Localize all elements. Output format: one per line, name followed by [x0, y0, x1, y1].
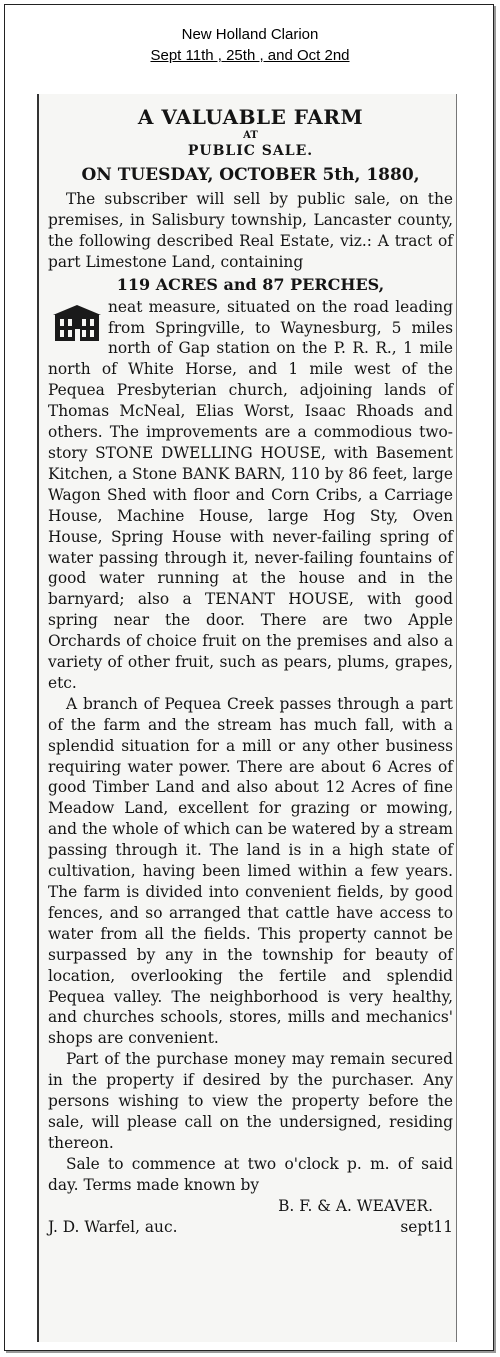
acreage: 119 ACRES and 87 PERCHES, [116, 274, 385, 294]
header [0, 24, 500, 66]
house-icon [52, 303, 102, 343]
purchase-paragraph: Part of the purchase money may remain secured in the property if desired by the purchaser. Any persons wishing to view the property before the sale, will please call on the undersigned, residing thereon. [48, 1050, 453, 1152]
intro-paragraph: The subscriber will sell by public sale, on the premises, in Salisbury township, Lancaster county, the following described Real Estate, viz.: A tract of part Limestone Land, containing [48, 190, 453, 271]
location-paragraph [48, 297, 453, 694]
publication-name: New Holland Clarion [181, 26, 319, 43]
location-text: neat measure, situated on the road leading from Springville, to Waynesburg, 5 miles north of Gap station on the P. R. R., 1 mile north of White Horse, and 1 mile west of the Pequea Presbyterian church, adjoining lands of Thomas McNeal, Elias Worst, Isaac Rhoads and others. The improvements are a commodious two-story STONE DWELLING HOUSE, with Basement Kitchen, a Stone BANK BARN, 110 by 86 feet, large Wagon Shed with floor and Corn Cribs, a Carriage House, Machine House, large Hog Sty, Oven House, Spring House with never-failing spring of water passing through it, never-failing fountains of good water running at the house and in the barnyard; also a TENANT HOUSE, with good spring near the door. There are two Apple Orchards of choice fruit on the premises and also a variety of other fruit, such as pears, plums, grapes, etc. [48, 297, 453, 692]
ad-at: AT [243, 130, 258, 141]
creek-paragraph: A branch of Pequea Creek passes through a part of the farm and the stream has much fall, with a splendid situation for a mill or any other business requiring water power. There are about 6 Acres of good Timber Land and also about 12 Acres of fine Meadow Land, excellent for grazing or mowing, and the whole of which can be watered by a stream passing through it. The land is in a high state of cultivation, having been limed within a few years. The farm is divided into convenient fields, by good fences, and so arranged that cattle have access to water from all the fields. This property cannot be surpassed by any in the township for beauty of location, overlooking the fertile and splendid Pequea valley. The neighborhood is very healthy, and churches schools, stores, mills and mechanics' shops are convenient. [48, 694, 453, 1048]
publication-dates: Sept 11th , 25th , and Oct 2nd [150, 47, 350, 64]
auctioneer: J. D. Warfel, auc. [48, 1217, 178, 1236]
insertion-code: sept11 [400, 1217, 453, 1236]
ad-title: A VALUABLE FARM [137, 105, 364, 129]
sale-date: ON TUESDAY, OCTOBER 5th, 1880, [81, 165, 420, 185]
signer: B. F. & A. WEAVER. [278, 1196, 433, 1215]
commence-paragraph: Sale to commence at two o'clock p. m. of said day. Terms made known by [48, 1154, 453, 1194]
ad-public-sale: PUBLIC SALE. [187, 143, 314, 159]
advertisement [48, 104, 453, 1237]
ad-footer [48, 1217, 453, 1238]
